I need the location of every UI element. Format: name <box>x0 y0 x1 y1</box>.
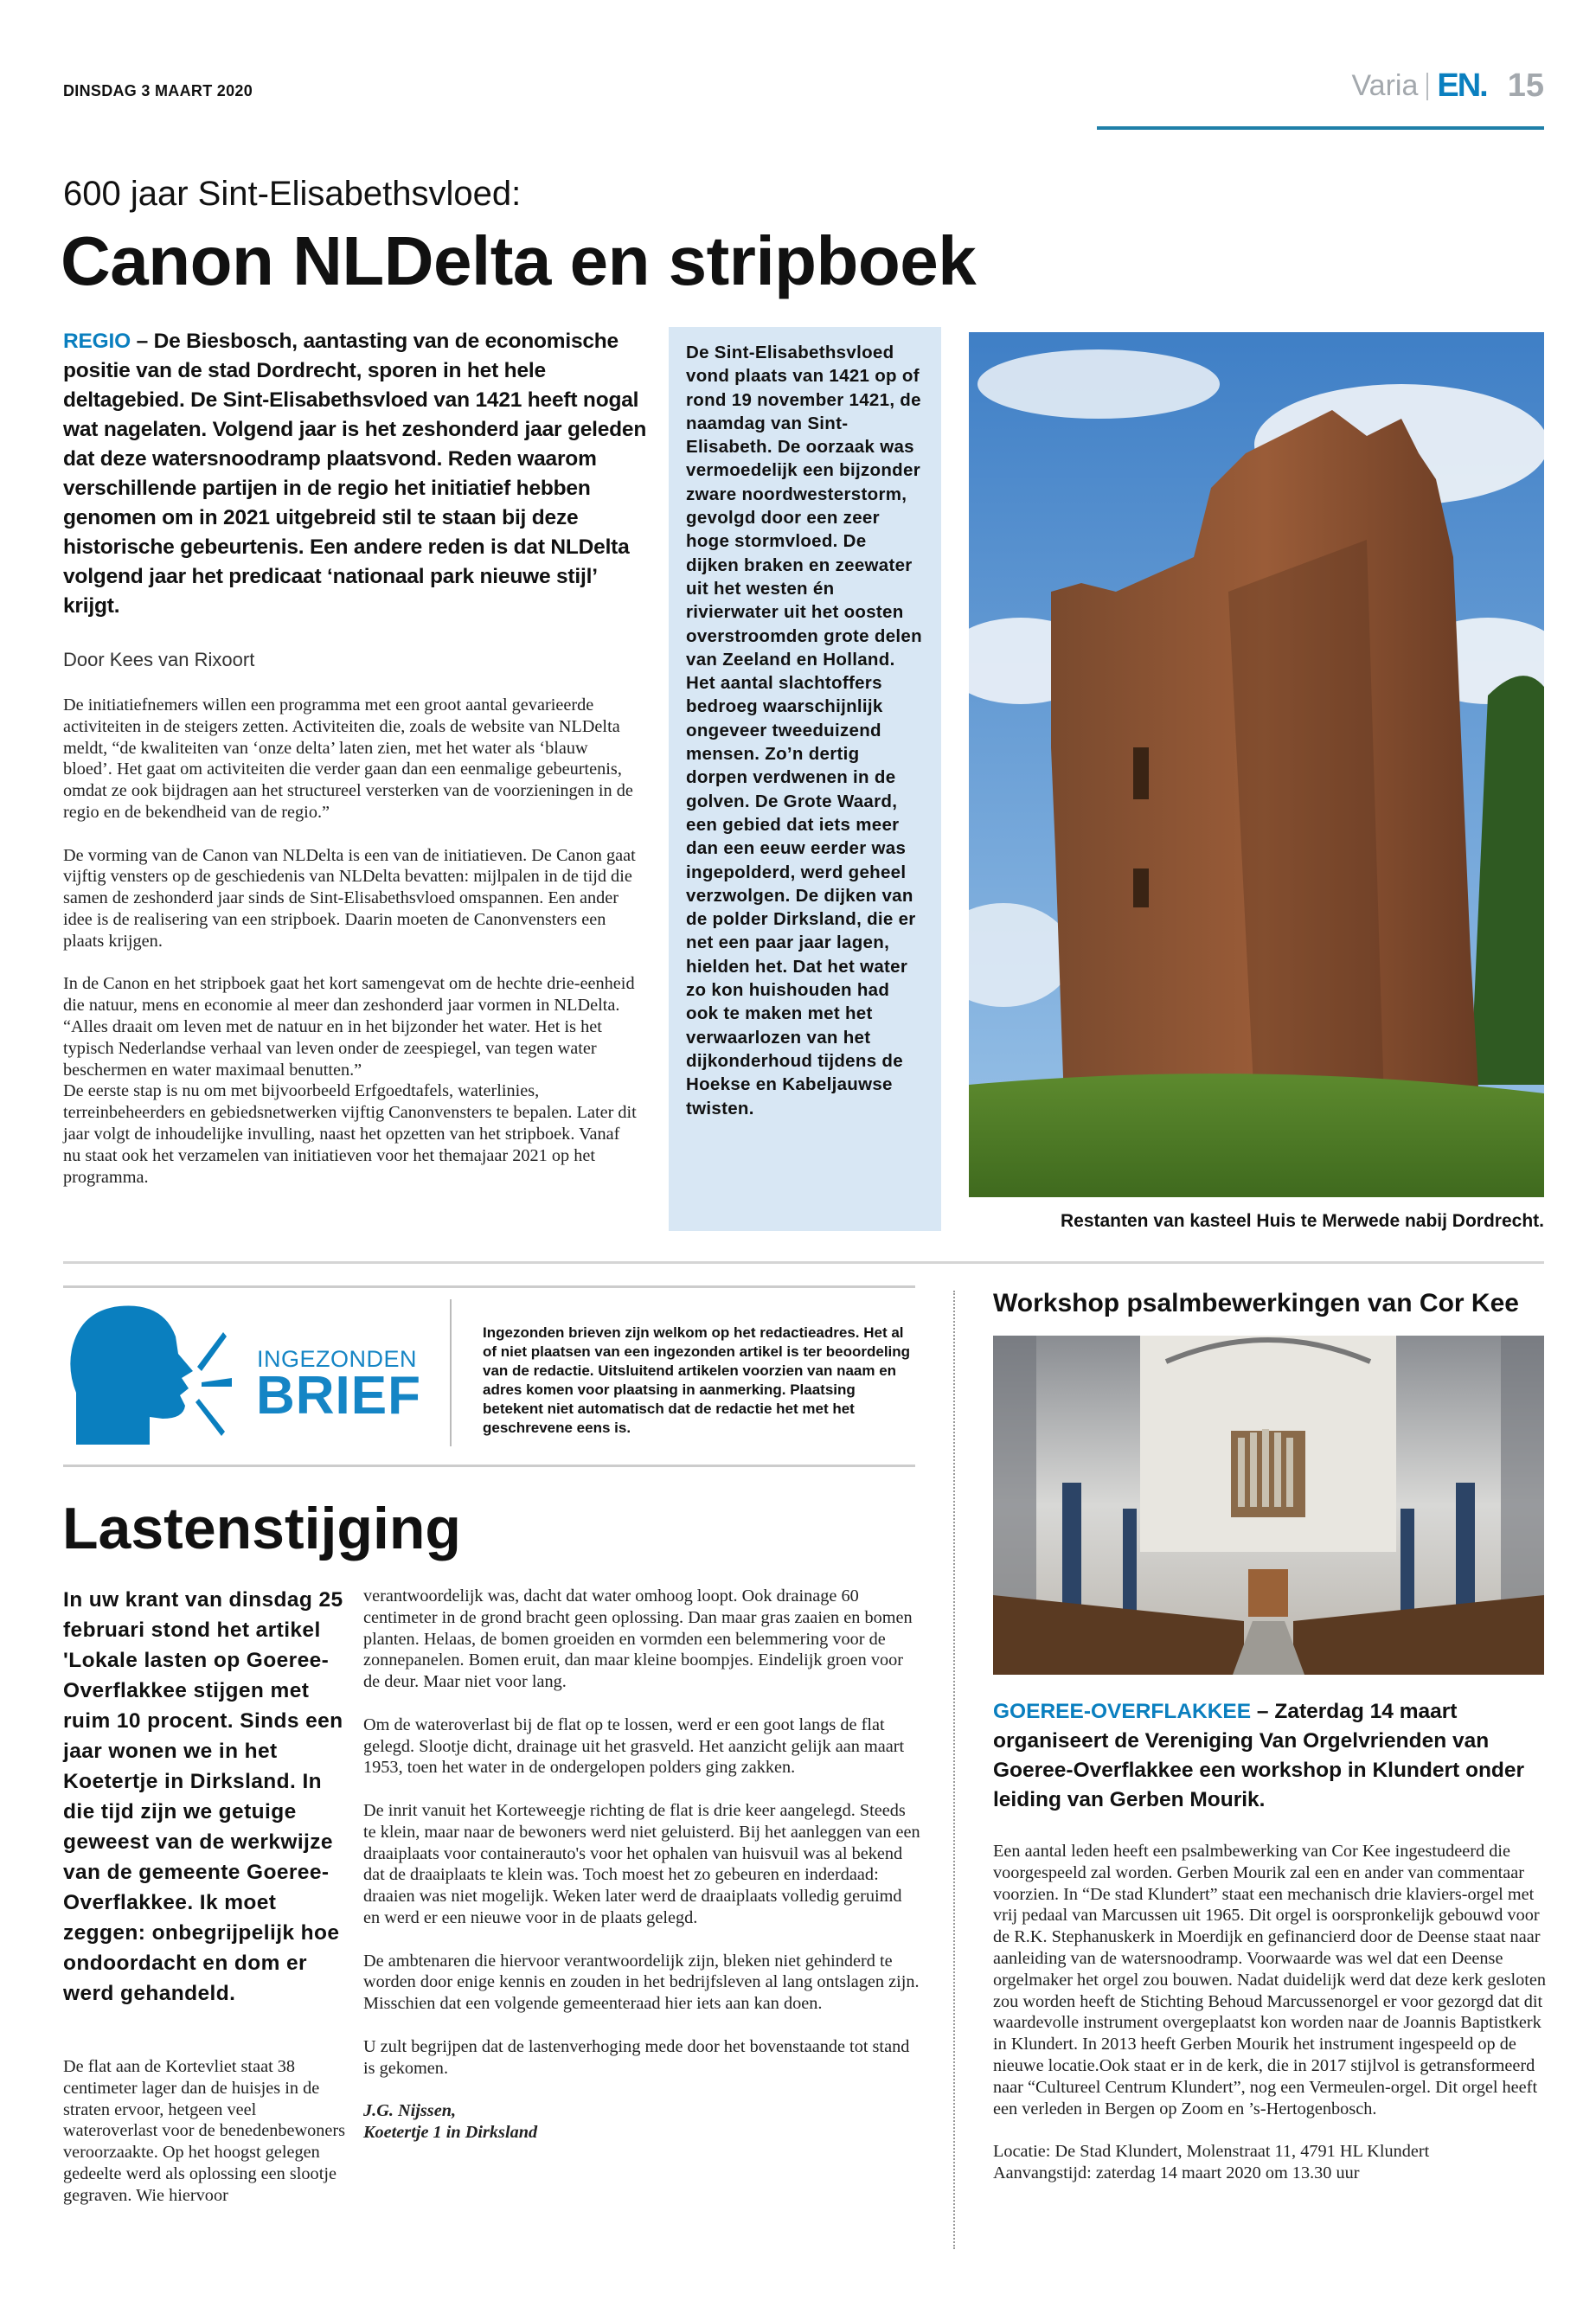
column-divider <box>953 1291 955 2249</box>
section-label: Varia <box>1351 69 1419 102</box>
workshop-lead <box>993 1697 1551 1815</box>
event-start-time: Aanvangstijd: zaterdag 14 maart 2020 om 13.30 uur <box>993 2163 1360 2182</box>
intro-text: – De Biesbosch, aantasting van de economische positie van de stad Dordrecht, sporen in het hele deltagebied. De Sint-Elisabethsvloed van 1421 heeft nogal wat nagelaten. Volgend jaar is het zeshonderd jaar geleden dat deze watersnoodramp plaatsvond. Reden waarom verschillende partijen in de regio het initiatief hebben genomen om in 2021 uitgebreid stil te staan bij deze historische gebeurtenis. Een andere reden is dat NLDelta volgend jaar het predicaat ‘nationaal park nieuwe stijl’ krijgt. <box>63 330 647 618</box>
page-number: 15 <box>1507 67 1544 104</box>
header-divider <box>1426 73 1428 100</box>
photo-caption: Restanten van kasteel Huis te Merwede nabij Dordrecht. <box>1060 1211 1544 1231</box>
section-divider <box>63 1261 1544 1264</box>
article-body <box>63 695 638 1209</box>
paragraph: Een aantal leden heeft een psalmbewerking van Cor Kee ingestudeerd die voorgespeeld zal worden. Gerben Mourik zal een en ander van commentaar voorzien. In “De stad Klundert” staat een mechanisch drie klaviers-orgel met vrij pedaal van Marcussen uit 1965. Dit orgel is oorspronkelijk gebouwd voor de R.K. Stephanuskerk in Moerdijk en gefinancierd door de Deense staat naar aanleiding van de watersnoodramp. Voorwaarde was wel dat een Deense orgelmaker het orgel zou bouwen. Nadat duidelijk werd dat deze kerk gesloten zou worden heeft de Stichting Behoud Marcussenorgel er voor gezorgd dat dit waardevolle instrument overgeplaatst kon worden naar de Joannis Baptistkerk in Klundert. In 2013 heeft Gerben Mourik het instrument ingespeeld op de nieuwe locatie.Ook staat er in de kerk, die in 2017 stijlvol is getransformeerd naar “Cultureel Centrum Klundert”, nog een Vermeulen-orgel. Dit orgel heeft een verleden in Bergen op Zoom en ’s-Hertogenbosch. <box>993 1842 1547 2118</box>
letter-left-column: De flat aan de Kortevliet staat 38 centimeter lager dan de huisjes in de straten ervoor, hetgeen veel wateroverlast voor de benedenbewoners veroorzaakte. Op het hoogst gelegen gedeelte werd als oplossing een slootje gegraven. Wie hiervoor <box>63 2057 346 2205</box>
paragraph: verantwoordelijk was, dacht dat water omhoog loopt. Ook drainage 60 centimeter in de grond bracht geen oplossing. Dan maar gras zaaien en bomen planten. Helaas, de bomen groeiden en vormden een belemmering voor de zonnepanelen. Bomen eruit, dan maar kleine boompjes. Eindelijk groen voor de deur. Maar niet voor lang. <box>363 1586 913 1692</box>
event-location: Locatie: De Stad Klundert, Molenstraat 11, 4791 HL Klundert <box>993 2142 1430 2162</box>
fact-box: De Sint-Elisabethsvloed vond plaats van 1421 op of rond 19 november 1421, de naamdag van Sint-Elisabeth. De oorzaak was vermoedelijk een bijzonder zware noordwesterstorm, gevolgd door een zeer hoge stormvloed. De dijken braken en zeewater uit het westen én rivierwater uit het oosten overstroomden grote delen van Zeeland en Holland. Het aantal slachtoffers bedroeg waarschijnlijk ongeveer tweeduizend mensen. Zo’n dertig dorpen verdwenen in de golven. De Grote Waard, een gebied dat iets meer dan een eeuw eerder was ingepolderd, werd geheel verzwolgen. De dijken van de polder Dirksland, die er net een paar jaar lagen, hielden het. Dat het water zo kon huishouden had ook te maken met het verwaarlozen van het dijkonderhoud tijdens de Hoekse en Kabeljauwse twisten. <box>669 327 941 1231</box>
byline: Door Kees van Rixoort <box>63 649 255 670</box>
workshop-title: Workshop psalmbewerkingen van Cor Kee <box>993 1289 1519 1317</box>
region-tag: GOEREE-OVERFLAKKEE <box>993 1700 1252 1723</box>
lead-text: – Zaterdag 14 maart organiseert de Vereniging Van Orgelvrienden van Goeree-Overflakkee een workshop in Klundert onder leiding van Gerben Mourik. <box>993 1700 1525 1811</box>
castle-photo <box>969 332 1544 1197</box>
banner-rule-top <box>63 1285 915 1288</box>
paragraph: De vorming van de Canon van NLDelta is een van de initiatieven. De Canon gaat vijftig vensters op de geschiedenis van NLDelta bevatten: mijlpalen in de tijd die samen de zeshonderd jaar sinds de Sint-Elisabethsvloed omspannen. Een ander idee is de realisering van een stripboek. Daarin moeten de Canonvensters een plaats krijgen. <box>63 845 636 951</box>
paragraph: In de Canon en het stripboek gaat het kort samengevat om de hechte drie-eenheid die natuur, mens en economie al meer dan zeshonderd jaar vormen in NLDelta. “Alles draait om leven met de natuur en in het bijzonder het water. Het is het typisch Nederlandse verhaal van leven onder de zeespiegel, van tegen water beschermen en water maximaal benutten.” <box>63 974 635 1080</box>
paragraph: Om de wateroverlast bij de flat op te lossen, werd er een goot langs de flat gelegd. Slootje dicht, drainage uit het grasveld. Het aanzicht gelijk aan maart 1953, toen het water in de ondergelopen polders ging zakken. <box>363 1715 905 1778</box>
paragraph: De inrit vanuit het Korteweegje richting de flat is drie keer aangelegd. Steeds te klein, maar naar de bewoners werd niet geluisterd. Bij het aanleggen van een draaiplaats voor containerauto's voor het ophalen van huisvuil was al bekend dat de draaiplaats te klein was. Toch moest het zo gebeuren en inderdaad: draaien was niet mogelijk. Weken later werd de draaiplaats volledig geruimd en werd er een nieuwe voor in de plaats gelegd. <box>363 1800 920 1927</box>
issue-date: DINSDAG 3 MAART 2020 <box>63 82 253 99</box>
workshop-body <box>993 1841 1551 2184</box>
newspaper-logo: EN. <box>1437 67 1487 104</box>
paragraph: De ambtenaren die hiervoor verantwoordelijk zijn, bleken niet gehinderd te worden door enige kennis en zouden in het bedrijfsleven al lang ontslagen zijn. Misschien dat een volgende gemeenteraad hier iets aan kan doen. <box>363 1951 920 2014</box>
article-intro <box>63 327 651 621</box>
brief-label-top: INGEZONDEN <box>257 1346 418 1372</box>
article-title: Canon NLDelta en stripboek <box>61 222 977 299</box>
banner-rule-bottom <box>63 1465 915 1467</box>
signature-name: J.G. Nijssen, <box>363 2101 457 2121</box>
banner-divider <box>450 1299 452 1446</box>
signature-address: Koetertje 1 in Dirksland <box>363 2122 538 2142</box>
brief-label-bottom: BRIEF <box>256 1366 421 1426</box>
paragraph: U zult begrijpen dat de lastenverhoging mede door het bovenstaande tot stand is gekomen. <box>363 2036 910 2078</box>
page-header <box>1352 67 1545 105</box>
paragraph: De eerste stap is nu om met bijvoorbeeld Erfgoedtafels, waterlinies, terreinbeheerders en gebiedsnetwerken vijftig Canonvensters te bepalen. Later dit jaar volgt de inhoudelijke invulling, naast het opzetten van het stripboek. Vanaf nu staat ook het verzamelen van initiatieven voor het themajaar 2021 op het programma. <box>63 1081 637 1187</box>
article-kicker: 600 jaar Sint-Elisabethsvloed: <box>63 175 522 213</box>
letter-body <box>363 1586 921 2144</box>
letter-lead: In uw krant van dinsdag 25 februari stond het artikel 'Lokale lasten op Goeree-Overflakkee stijgen met ruim 10 procent. Sinds een jaar wonen we in het Koetertje in Dirksland. In die tijd zijn we getuige geweest van de werkwijze van de gemeente Goeree-Overflakkee. Ik moet zeggen: onbegrijpelijk hoe ondoordacht en dom er werd gehandeld. <box>63 1588 343 2005</box>
region-tag: REGIO <box>63 330 131 353</box>
church-interior-photo <box>993 1336 1544 1675</box>
header-rule <box>1097 126 1544 130</box>
brief-notice: Ingezonden brieven zijn welkom op het redactieadres. Het al of niet plaatsen van een ingezonden artikel is ter beoordeling van de redactie. Uitsluitend artikelen voorzien van naam en adres komen voor plaatsing in aanmerking. Plaatsing betekent niet automatisch dat de redactie het met het geschrevene eens is. <box>483 1324 911 1436</box>
letter-title: Lastenstijging <box>62 1496 461 1561</box>
paragraph: De initiatiefnemers willen een programma met een groot aantal gevarieerde activiteiten in de steigers zetten. Activiteiten die, zoals de website van NLDelta meldt, “de kwaliteiten van ‘onze delta’ laten zien, met het water als ‘blauw bloed’. Het gaat om activiteiten die verder gaan dan een eenmalige gebeurtenis, omdat ze ook bijdragen aan het structureel versterken van de voorzieningen in de regio en de bekendheid van de regio.” <box>63 695 633 822</box>
speaking-head-icon <box>67 1302 240 1449</box>
